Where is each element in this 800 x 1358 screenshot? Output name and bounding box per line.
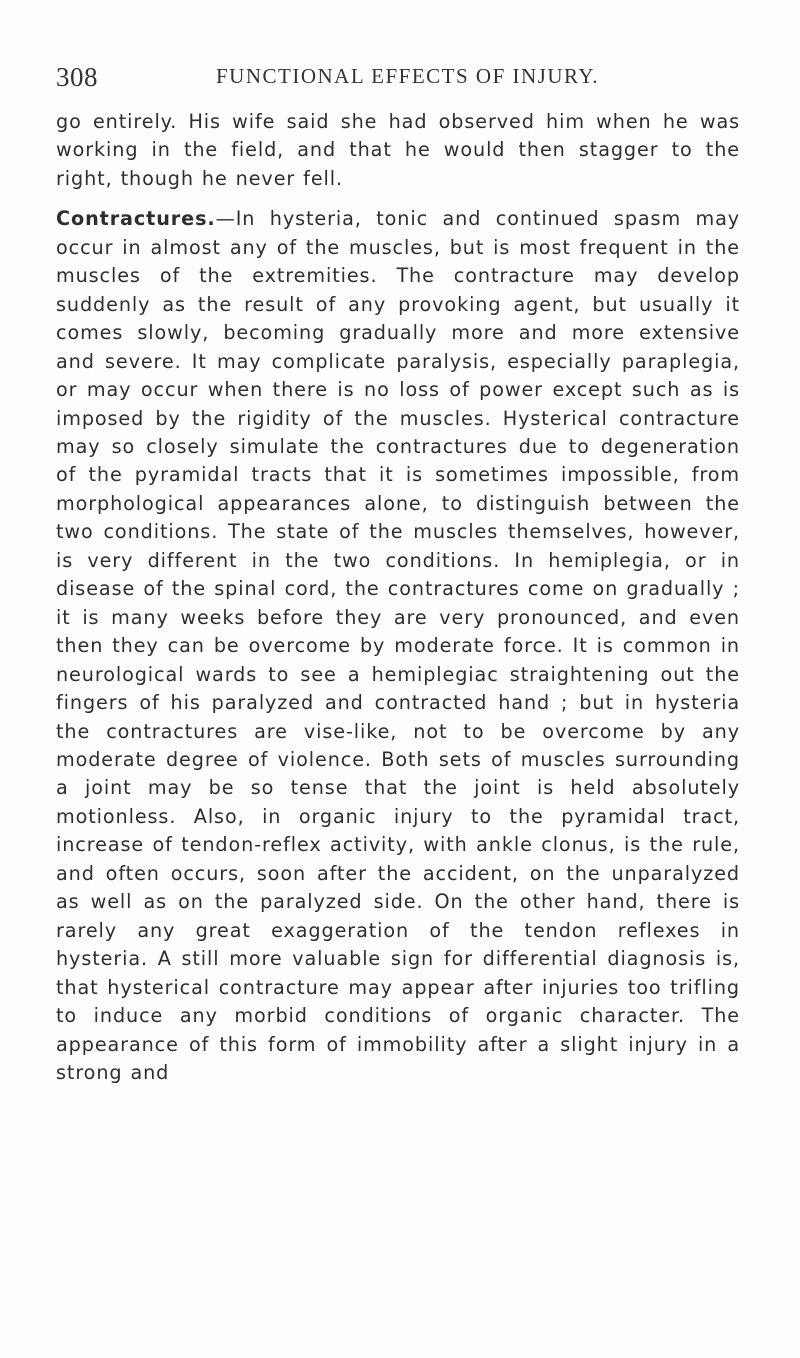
page-number: 308 (56, 62, 98, 92)
contractures-text: —In hysteria, tonic and continued spasm may occur in almost any of the muscles, but is most frequent in the muscles of the extremities. The contracture may develop suddenly as the result of any provoking agent, but usually it comes slowly, becoming gradually more and more extensive and severe. It may complicate paralysis, especially paraplegia, or may occur when there is no loss of power except such as is imposed by the rigidity of the muscles. Hysterical contracture may so closely simulate the contractures due to degeneration of the pyramidal tracts that it is sometimes impossible, from morphological appearances alone, to distinguish between the two conditions. The state of the muscles themselves, however, is very different in the two conditions. In hemiplegia, or in disease of the spinal cord, the contractures come on gradually ; it is many weeks before they are very pronounced, and even then they can be overcome by moderate force. It is common in neurological wards to see a hemiplegiac straightening out the fingers of his paralyzed and contracted hand ; but in hysteria the contractures are vise-like, not to be overcome by any moderate degree of violence. Both sets of muscles surrounding a joint may be so tense that the joint is held absolutely motionless. Also, in organic injury to the pyramidal tract, increase of tendon-reflex activity, with ankle clonus, is the rule, and often occurs, soon after the accident, on the unparalyzed as well as on the paralyzed side. On the other hand, there is rarely any great exaggeration of the tendon reflexes in hysteria. A still more valuable sign for differential diagnosis is, that hysterical contracture may appear after injuries too trifling to induce any morbid conditions of organic character. The appearance of this form of immobility after a slight injury in a strong and (56, 207, 740, 1084)
contractures-paragraph (56, 205, 740, 1087)
running-title: FUNCTIONAL EFFECTS OF INJURY. (216, 64, 600, 88)
body-text (56, 108, 740, 1087)
continuation-paragraph: go entirely. His wife said she had observed him when he was working in the field, and that he would then stagger to the right, though he never fell. (56, 110, 740, 190)
section-heading-contractures: Contractures. (56, 207, 216, 231)
page-header (56, 62, 746, 96)
